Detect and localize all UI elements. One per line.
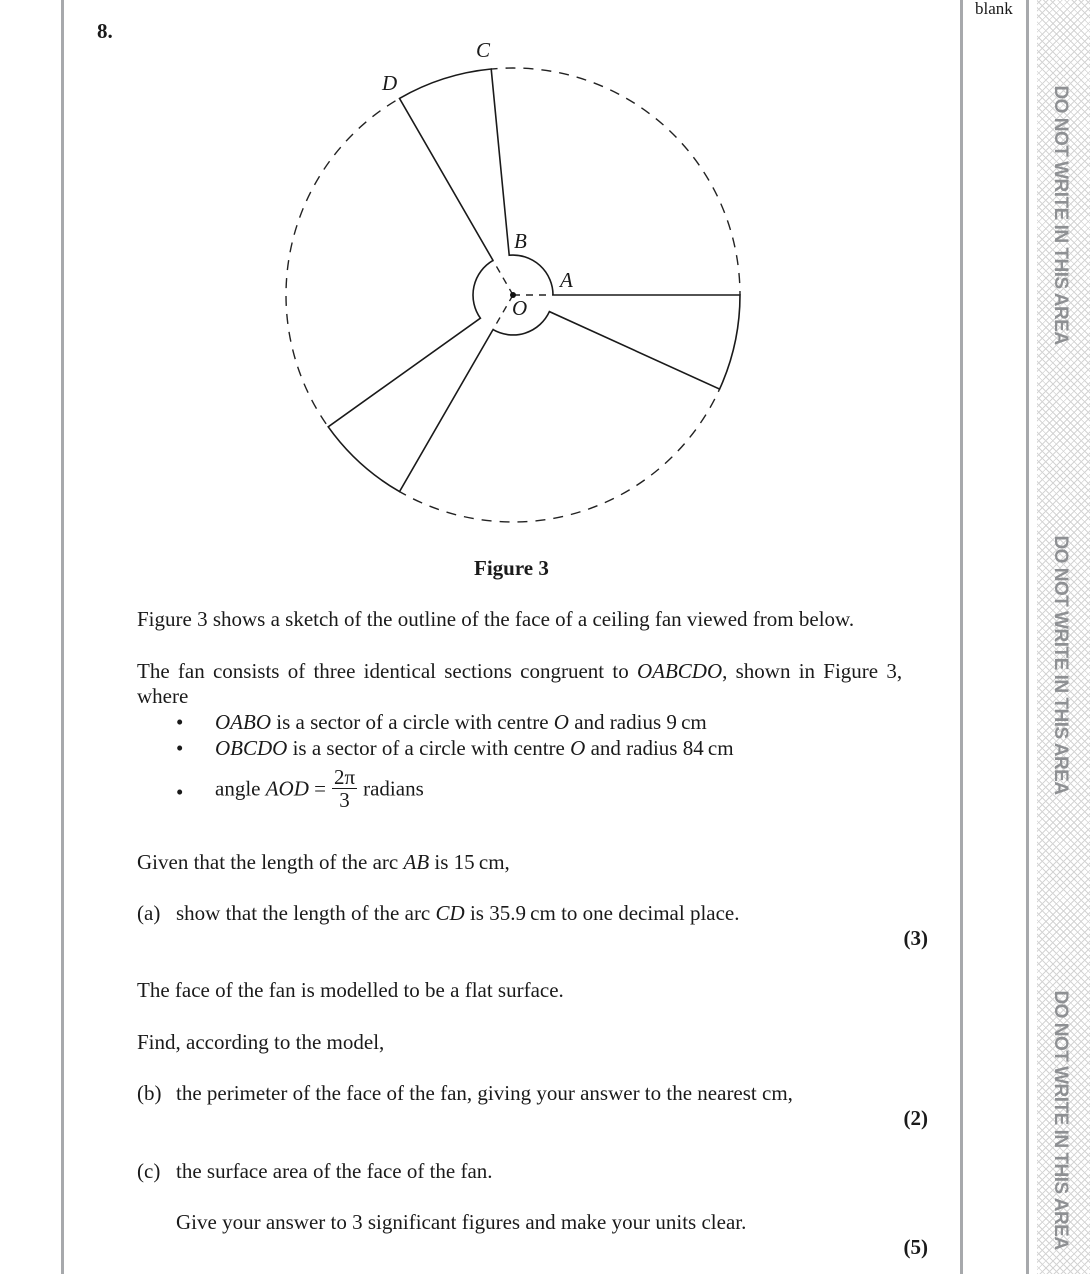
warning-text: DO NOT WRITE IN THIS AREA: [1050, 990, 1071, 1250]
text-segment: The fan consists of three identical sections congruent to: [137, 659, 637, 683]
part-c-text: the surface area of the face of the fan.: [176, 1159, 493, 1183]
arc-name: AB: [403, 850, 430, 874]
dashed-radius: [493, 295, 513, 330]
part-a-marks: (3): [903, 926, 928, 950]
part-a-label: (a): [137, 901, 161, 925]
shape-name: OABO: [215, 710, 271, 734]
fan-section-outline: [493, 295, 740, 389]
bullet-2: [176, 735, 734, 761]
fan-section-outline: [328, 260, 493, 491]
warning-text: DO NOT WRITE IN THIS AREA: [1050, 85, 1071, 345]
point-name: O: [553, 710, 569, 734]
text-segment: and radius 84 cm: [585, 736, 734, 760]
bullet-icon: •: [176, 780, 184, 804]
part-c-label: (c): [137, 1159, 161, 1183]
sections-text: [137, 658, 902, 684]
fraction-numerator: 2π: [334, 765, 356, 789]
blank-label: blank: [975, 0, 1013, 18]
fraction: [332, 766, 357, 811]
label-a: A: [560, 268, 573, 292]
find-text: Find, according to the model,: [137, 1030, 385, 1054]
fan-sections: [328, 69, 740, 492]
label-b: B: [514, 229, 527, 253]
bullet-icon: •: [176, 710, 184, 734]
text-segment: is a sector of a circle with centre: [287, 736, 571, 760]
label-d: D: [382, 71, 398, 95]
text-segment: show that the length of the arc: [176, 901, 436, 925]
equals-sign: =: [308, 776, 326, 801]
given-text: [137, 849, 510, 875]
part-b-marks: (2): [903, 1106, 928, 1130]
intro-text: Figure 3 shows a sketch of the outline of the face of a ceiling fan viewed from below.: [137, 607, 855, 631]
dashed-radius: [493, 260, 513, 295]
text-segment: , shown in Figure 3,: [722, 659, 903, 683]
bullet-1: [176, 709, 707, 735]
figure-3-fan-diagram: [0, 0, 1090, 560]
arc-name: CD: [435, 901, 465, 925]
shape-name: OABCDO: [636, 659, 723, 683]
text-segment: is 15 cm,: [429, 850, 510, 874]
text-segment: Given that the length of the arc: [137, 850, 404, 874]
fan-section-outline: [400, 69, 554, 295]
angle-name: AOD: [265, 776, 309, 801]
question-number: 8.: [97, 19, 113, 43]
warning-text: DO NOT WRITE IN THIS AREA: [1050, 535, 1071, 795]
text-segment: is 35.9 cm to one decimal place.: [464, 901, 740, 925]
text-segment: angle: [215, 776, 266, 801]
text-segment: is a sector of a circle with centre: [271, 710, 554, 734]
part-b-label: (b): [137, 1081, 162, 1105]
arc-mask: [400, 69, 492, 98]
part-c-marks: (5): [903, 1235, 928, 1259]
text-segment: radians: [363, 776, 424, 801]
fraction-denominator: 3: [339, 788, 350, 812]
figure-caption: Figure 3: [474, 556, 549, 580]
bullet-icon: •: [176, 736, 184, 760]
shape-name: OBCDO: [215, 736, 288, 760]
model-text: The face of the fan is modelled to be a flat surface.: [137, 978, 564, 1002]
text-segment: and radius 9 cm: [568, 710, 707, 734]
part-b-text: the perimeter of the face of the fan, giving your answer to the nearest cm,: [176, 1081, 793, 1105]
arc-mask: [720, 295, 740, 389]
part-c-instruction: Give your answer to 3 significant figures and make your units clear.: [176, 1210, 747, 1234]
where-text: where: [137, 684, 189, 708]
arc-mask: [328, 427, 399, 492]
part-a-text: [176, 900, 740, 926]
point-name: O: [570, 736, 586, 760]
label-o: O: [512, 296, 528, 320]
label-c: C: [476, 38, 491, 62]
